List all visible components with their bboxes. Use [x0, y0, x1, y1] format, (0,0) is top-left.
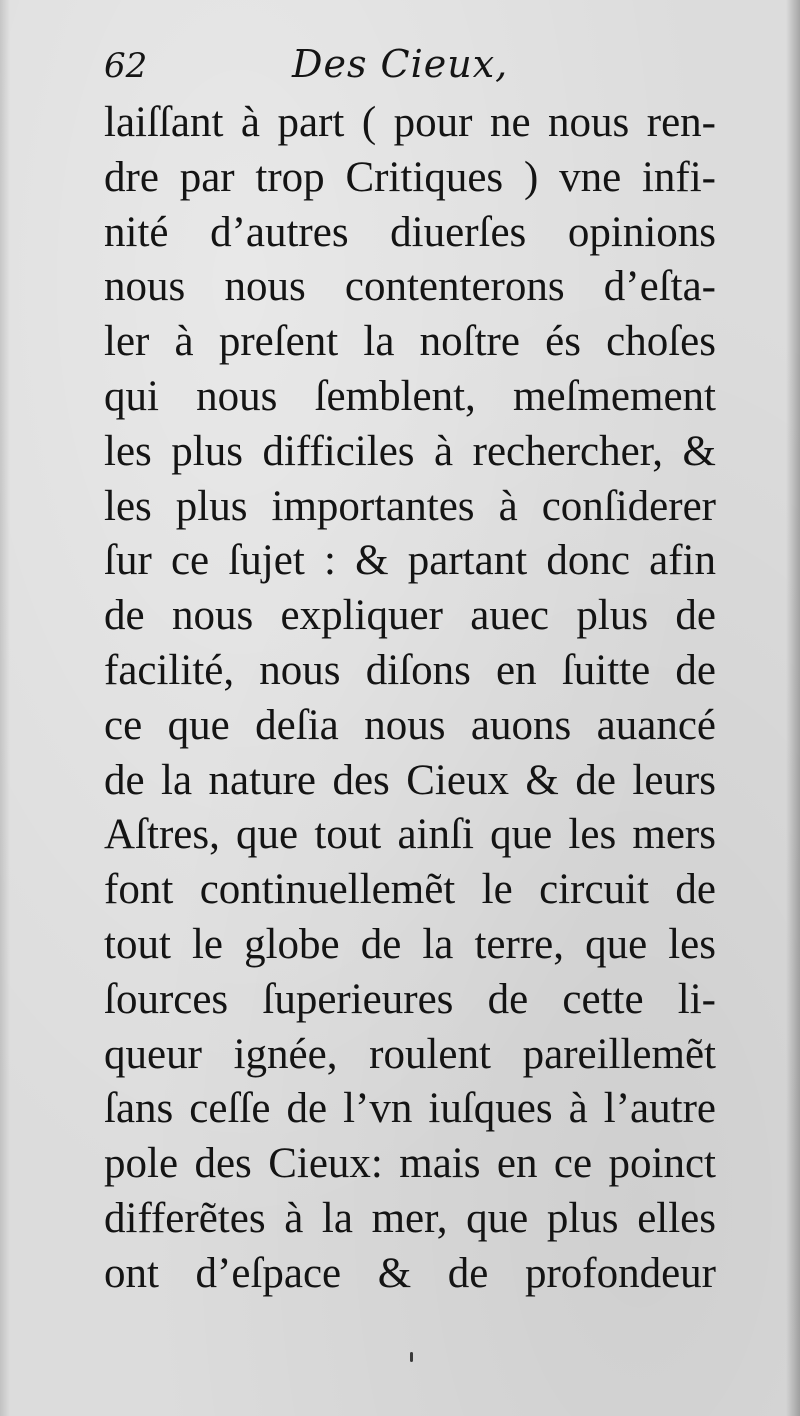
- text-line: ont d’eſpace & de profondeur: [104, 1249, 716, 1297]
- text-line: tout le globe de la terre, que les: [104, 920, 716, 968]
- text-line: les plus importantes à conſiderer: [104, 482, 716, 530]
- text-line: ſources ſuperieures de cette li-: [104, 975, 716, 1023]
- text-line: dre par trop Critiques ) vne infi-: [104, 153, 716, 201]
- text-line: ſans ceſſe de l’vn iuſques à l’autre: [104, 1085, 716, 1133]
- text-line: les plus difficiles à rechercher, &: [104, 427, 716, 475]
- text-line: pole des Cieux: mais en ce poinct: [104, 1140, 716, 1188]
- text-line: differẽtes à la mer, que plus elles: [104, 1194, 716, 1242]
- text-line: queur ignée, roulent pareillemẽt: [104, 1030, 716, 1078]
- text-line: ce que deſia nous auons auancé: [104, 701, 716, 749]
- running-title: Des Cieux,: [292, 42, 509, 86]
- text-line: nité d’autres diuerſes opinions: [104, 208, 716, 256]
- text-line: ſur ce ſujet : & partant donc afin: [104, 537, 716, 585]
- text-line: ler à preſent la noſtre és choſes: [104, 318, 716, 366]
- text-line: laiſſant à part ( pour ne nous ren-: [104, 99, 716, 146]
- text-line: de la nature des Cieux & de leurs: [104, 756, 716, 804]
- text-line: font continuellemẽt le circuit de: [104, 866, 716, 914]
- text-line: Aſtres, que tout ainſi que les mers: [104, 811, 716, 859]
- text-line: facilité, nous diſons en ſuitte de: [104, 646, 716, 694]
- page-edge-shadow: [786, 0, 800, 1416]
- body-text: [104, 96, 716, 1302]
- text-line: qui nous ſemblent, meſmement: [104, 372, 716, 420]
- page-number: 62: [104, 46, 148, 86]
- page-header: [104, 42, 524, 92]
- text-line: nous nous contenterons d’eſta-: [104, 263, 716, 311]
- text-line: de nous expliquer auec plus de: [104, 592, 716, 640]
- page-gutter-shadow: [0, 0, 10, 1416]
- paper-speck: [410, 1352, 413, 1362]
